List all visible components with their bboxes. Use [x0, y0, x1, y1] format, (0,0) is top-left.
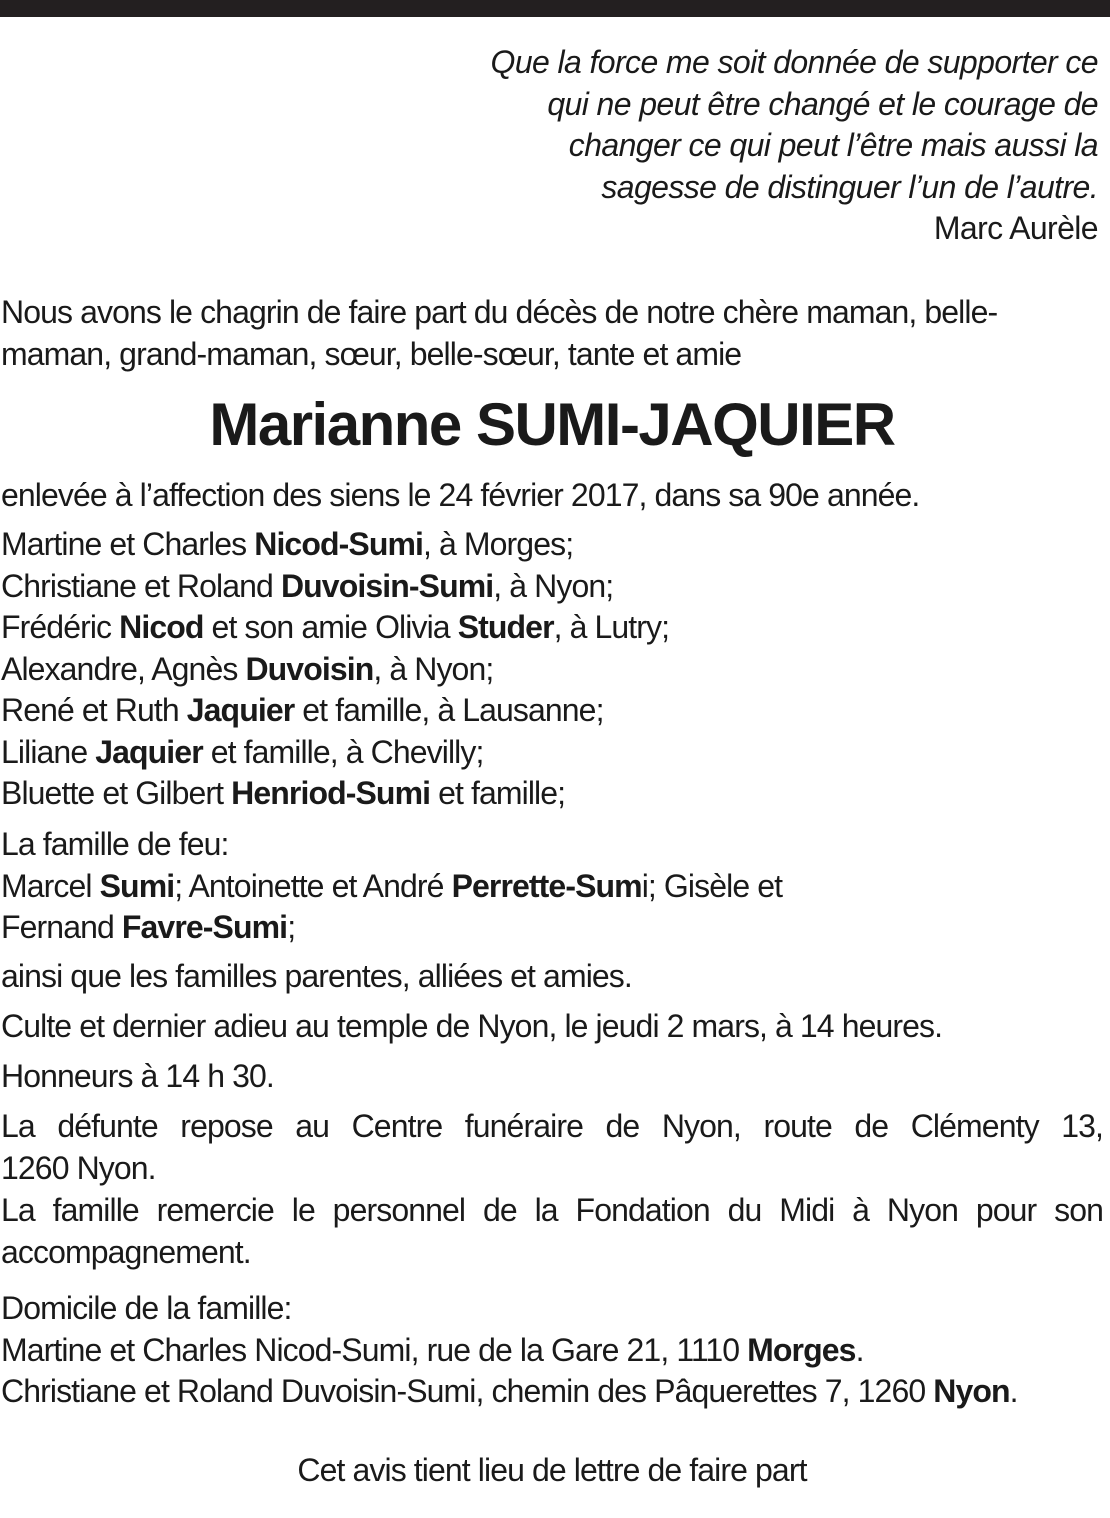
- service-text: Culte et dernier adieu au temple de Nyon, le jeudi 2 mars, à 14 heures.: [1, 1008, 943, 1044]
- thanks-info: [1, 1190, 1103, 1273]
- family-member: René et Ruth Jaquier et famille, à Lausanne;: [1, 692, 604, 728]
- deceased-name: Marianne SUMI-JAQUIER: [209, 391, 895, 458]
- late-family-line: Marcel Sumi; Antoinette et André Perrette-Sumi; Gisèle et: [1, 867, 783, 904]
- repose-info: [1, 1106, 1103, 1189]
- epigraph: [398, 42, 1098, 250]
- domicile-line: Christiane et Roland Duvoisin-Sumi, chemin des Pâquerettes 7, 1260 Nyon.: [1, 1373, 1018, 1409]
- late-family-line: Fernand Favre-Sumi;: [1, 909, 296, 945]
- family-member: Liliane Jaquier et famille, à Chevilly;: [1, 733, 484, 770]
- honours-info: [1, 1056, 1103, 1098]
- family-member: Christiane et Roland Duvoisin-Sumi, à Nyon;: [1, 567, 614, 604]
- announcement-line: maman, grand-maman, sœur, belle-sœur, tante et amie: [1, 335, 742, 372]
- domicile-heading: Domicile de la famille:: [1, 1290, 292, 1326]
- family-member: Martine et Charles Nicod-Sumi, à Morges;: [1, 526, 574, 562]
- honours-text: Honneurs à 14 h 30.: [1, 1058, 274, 1094]
- top-rule: [0, 0, 1110, 17]
- domicile-line: Martine et Charles Nicod-Sumi, rue de la Gare 21, 1110 Morges.: [1, 1331, 864, 1368]
- late-family-heading: La famille de feu:: [1, 826, 229, 862]
- death-notice: [1, 475, 1103, 517]
- death-notice-text: enlevée à l’affection des siens le 24 février 2017, dans sa 90e année.: [1, 477, 920, 513]
- service-info: [1, 1006, 1103, 1048]
- family-member: Frédéric Nicod et son amie Olivia Studer, à Lutry;: [1, 609, 670, 645]
- epigraph-line: Que la force me soit donnée de supporter ce: [490, 44, 1098, 80]
- family-member: Bluette et Gilbert Henriod-Sumi et famille;: [1, 775, 566, 811]
- closing-note: Cet avis tient lieu de lettre de faire part: [297, 1452, 807, 1488]
- family-list: [1, 524, 1103, 815]
- late-family: [1, 824, 1103, 949]
- announcement: [1, 292, 1103, 375]
- domicile-info: [1, 1288, 1103, 1413]
- announcement-line: Nous avons le chagrin de faire part du décès de notre chère maman, belle-: [1, 294, 998, 330]
- thanks-line: La famille remercie le personnel de la Fondation du Midi à Nyon pour son: [1, 1192, 1103, 1228]
- thanks-line: accompagnement.: [1, 1233, 251, 1270]
- epigraph-line: sagesse de distinguer l’un de l’autre.: [601, 168, 1098, 205]
- repose-line: La défunte repose au Centre funéraire de Nyon, route de Clémenty 13,: [1, 1108, 1103, 1144]
- also-families-text: ainsi que les familles parentes, alliées et amies.: [1, 958, 632, 994]
- epigraph-line: changer ce qui peut l’être mais aussi la: [568, 127, 1098, 163]
- epigraph-line: qui ne peut être changé et le courage de: [547, 85, 1098, 122]
- epigraph-author: Marc Aurèle: [933, 210, 1098, 246]
- repose-line: 1260 Nyon.: [1, 1149, 156, 1186]
- family-member: Alexandre, Agnès Duvoisin, à Nyon;: [1, 650, 494, 687]
- also-families: [1, 956, 1103, 998]
